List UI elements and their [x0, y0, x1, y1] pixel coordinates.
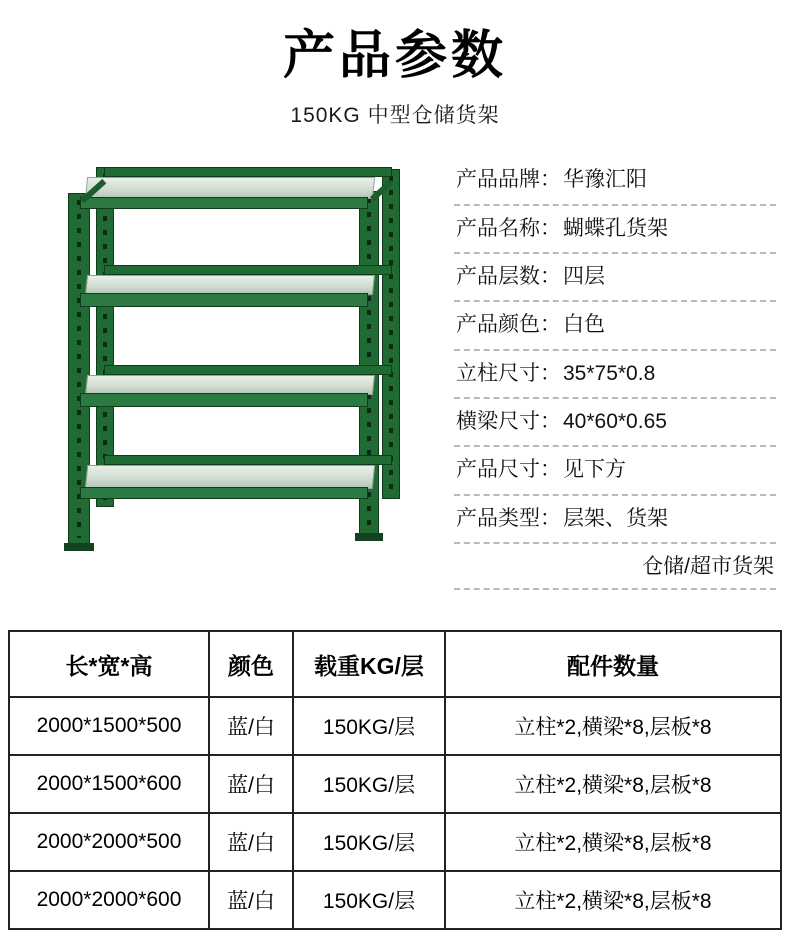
spec-row-product-type-extra: 仓储/超市货架 — [454, 544, 776, 590]
cell-dimensions: 2000*1500*500 — [9, 697, 209, 755]
table-header-color: 颜色 — [209, 631, 293, 697]
cell-color: 蓝/白 — [209, 871, 293, 929]
shelf-post-rear-right — [382, 169, 400, 499]
cell-color: 蓝/白 — [209, 755, 293, 813]
spec-value: 蝴蝶孔货架 — [563, 216, 668, 240]
shelf-beam-level4-rear — [104, 455, 392, 465]
cell-dimensions: 2000*2000*500 — [9, 813, 209, 871]
shelf-beam-level4-front — [80, 487, 368, 499]
table-row — [9, 813, 781, 871]
cell-parts: 立柱*2,横梁*8,层板*8 — [445, 697, 781, 755]
shelf-deck-top — [85, 177, 375, 199]
post-holes-icon — [103, 174, 107, 500]
cell-load: 150KG/层 — [293, 755, 445, 813]
cell-dimensions: 2000*1500*600 — [9, 755, 209, 813]
spec-table-wrap — [8, 630, 782, 930]
spec-value: 层架、货架 — [563, 506, 668, 530]
cell-load: 150KG/层 — [293, 697, 445, 755]
cell-color: 蓝/白 — [209, 813, 293, 871]
spec-row-brand — [454, 157, 776, 205]
shelf-beam-level3-front — [80, 393, 368, 407]
table-row — [9, 697, 781, 755]
cell-load: 150KG/层 — [293, 871, 445, 929]
table-header-dimensions: 长*宽*高 — [9, 631, 209, 697]
shelf-foot-left — [64, 543, 94, 551]
cell-color: 蓝/白 — [209, 697, 293, 755]
shelf-beam-top-front — [80, 197, 368, 209]
shelf-beam-top-rear — [104, 167, 392, 177]
spec-row-product-type — [454, 496, 776, 544]
spec-label: 产品尺寸： — [456, 458, 561, 482]
table-header-load: 载重KG/层 — [293, 631, 445, 697]
shelf-illustration — [34, 159, 414, 559]
cell-dimensions: 2000*2000*600 — [9, 871, 209, 929]
cell-parts: 立柱*2,横梁*8,层板*8 — [445, 871, 781, 929]
cell-load: 150KG/层 — [293, 813, 445, 871]
shelf-beam-level2-rear — [104, 265, 392, 275]
page-subtitle: 150KG 中型仓储货架 — [290, 104, 500, 128]
spec-row-product-size — [454, 447, 776, 495]
shelf-foot-right — [355, 533, 383, 541]
shelf-beam-level3-rear — [104, 365, 392, 375]
spec-label: 产品品牌： — [456, 168, 561, 192]
spec-table — [8, 630, 782, 930]
shelf-deck-level2 — [85, 275, 375, 295]
header — [0, 0, 790, 129]
product-overview — [0, 129, 790, 590]
spec-label: 产品类型： — [456, 506, 561, 530]
spec-label: 产品名称： — [456, 216, 561, 240]
spec-value: 四层 — [563, 264, 605, 288]
shelf-deck-level3 — [85, 375, 375, 395]
spec-label: 横梁尺寸： — [456, 409, 561, 433]
shelf-deck-level4 — [85, 465, 376, 489]
spec-value: 白色 — [563, 313, 605, 337]
post-holes-icon — [389, 176, 393, 492]
spec-value: 35*75*0.8 — [563, 361, 656, 385]
spec-label: 产品层数： — [456, 264, 561, 288]
product-image — [14, 147, 444, 567]
table-row — [9, 755, 781, 813]
spec-value: 华豫汇阳 — [563, 168, 647, 192]
spec-label: 立柱尺寸： — [456, 361, 561, 385]
spec-label: 产品颜色： — [456, 313, 561, 337]
table-row — [9, 871, 781, 929]
spec-row-post-size — [454, 351, 776, 399]
cell-parts: 立柱*2,横梁*8,层板*8 — [445, 813, 781, 871]
table-header-parts: 配件数量 — [445, 631, 781, 697]
page-title: 产品参数 — [282, 27, 507, 85]
cell-parts: 立柱*2,横梁*8,层板*8 — [445, 755, 781, 813]
spec-row-name — [454, 206, 776, 254]
spec-list — [444, 147, 776, 590]
spec-row-beam-size — [454, 399, 776, 447]
spec-row-layers — [454, 254, 776, 302]
table-header-row — [9, 631, 781, 697]
spec-value: 见下方 — [563, 458, 626, 482]
spec-row-color — [454, 302, 776, 350]
shelf-beam-level2-front — [80, 293, 368, 307]
spec-value: 40*60*0.65 — [563, 409, 667, 433]
